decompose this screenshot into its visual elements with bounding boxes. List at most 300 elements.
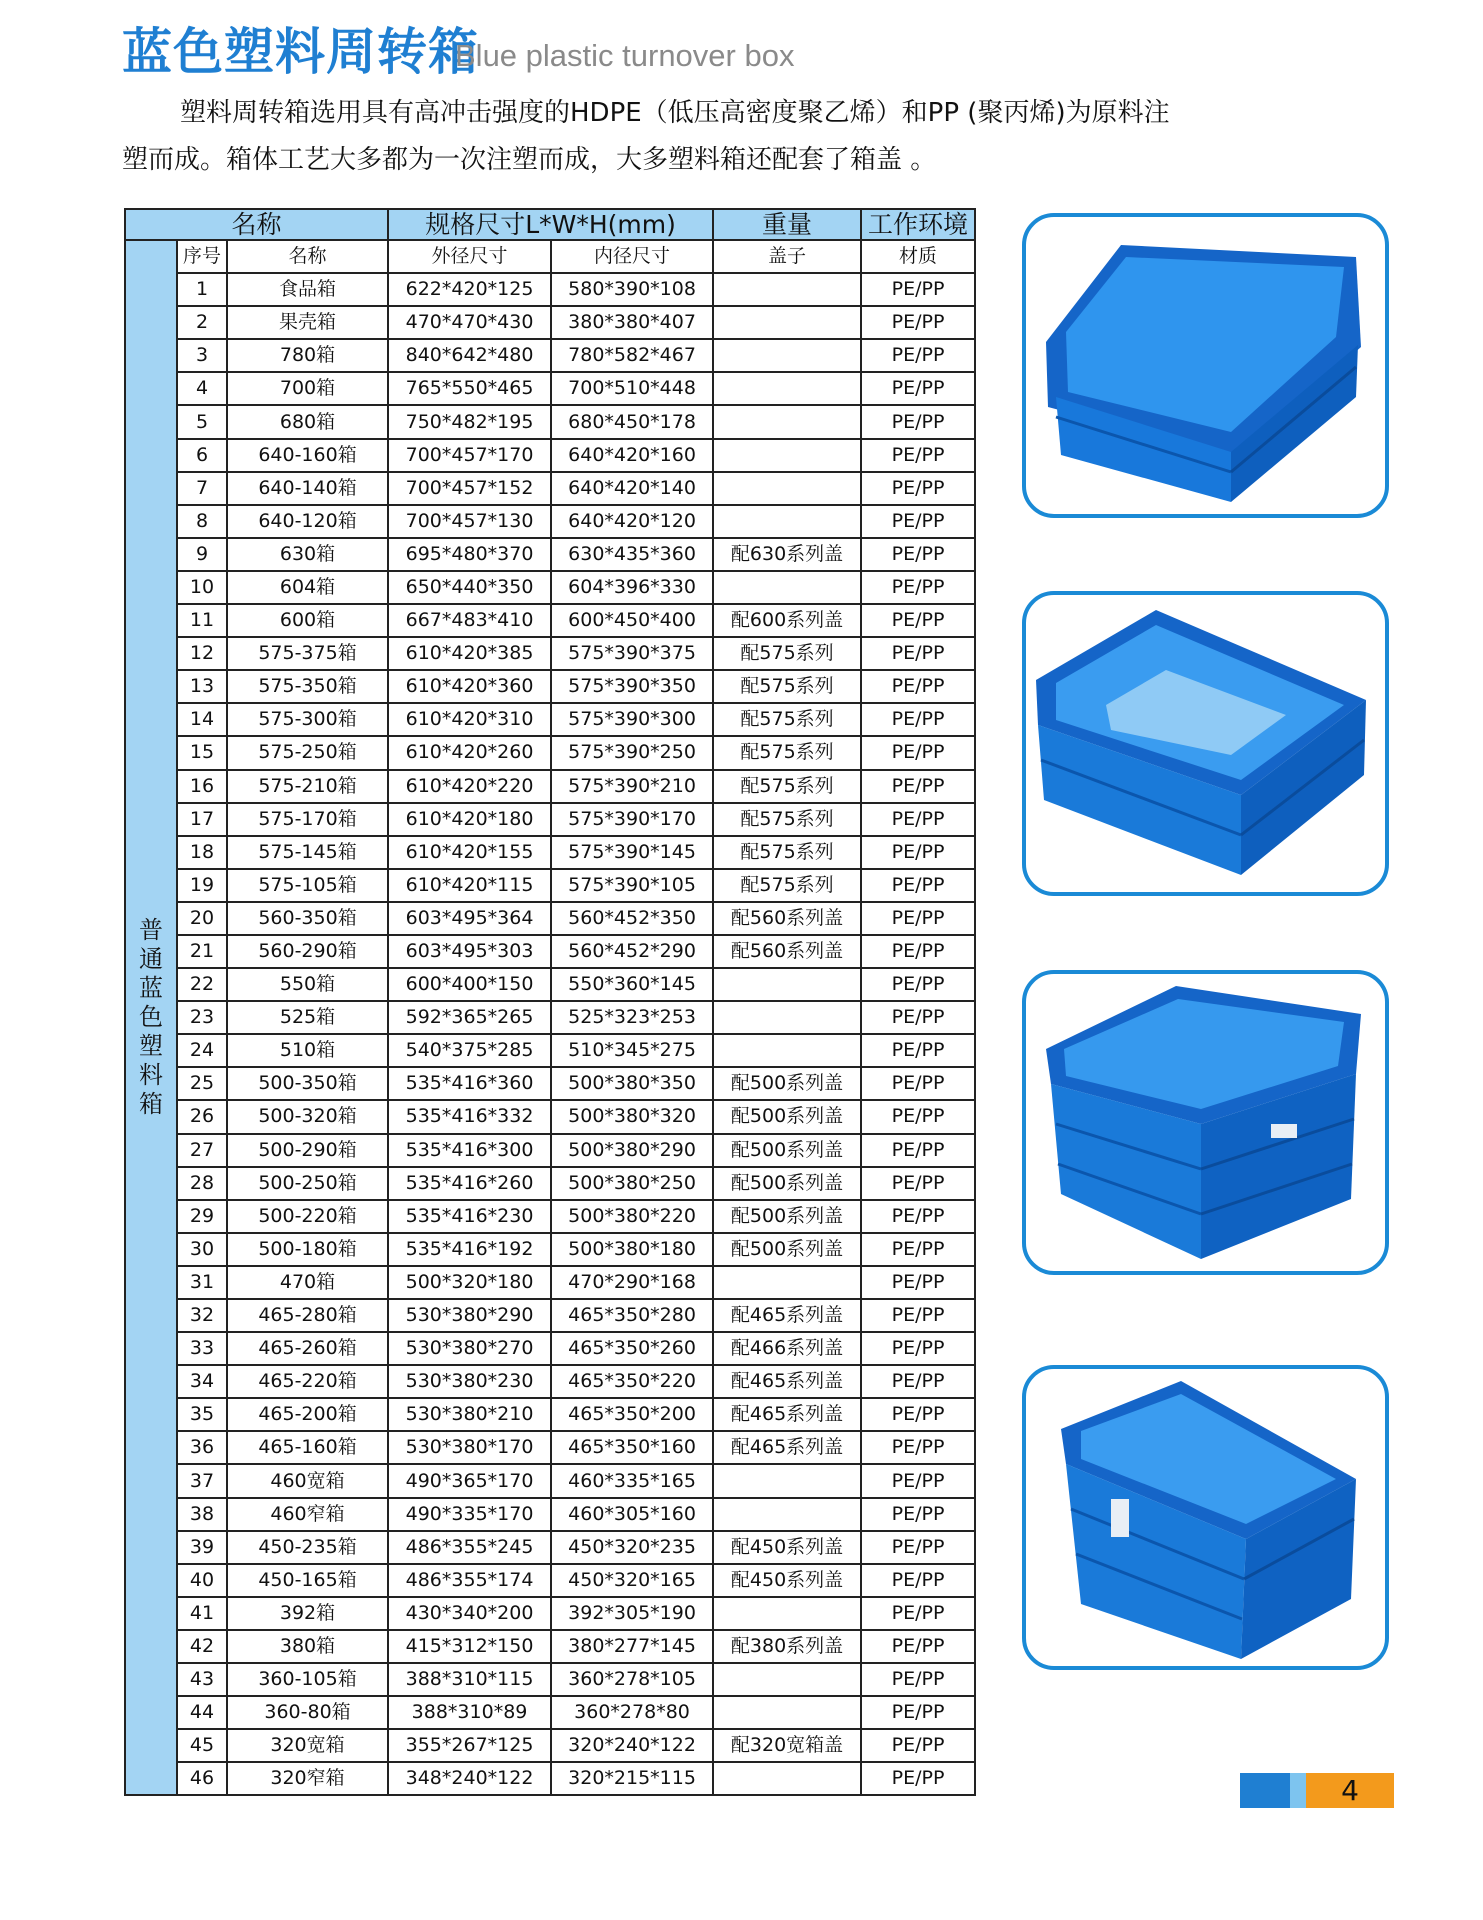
row-name: 360-105箱: [227, 1663, 388, 1696]
row-name: 604箱: [227, 571, 388, 604]
row-lid: [713, 1464, 861, 1497]
table-row: [125, 604, 975, 637]
spec-table: [124, 208, 976, 1796]
row-outer-size: 610*420*385: [388, 637, 551, 670]
row-index: 6: [177, 439, 227, 472]
table-header-row-2: [125, 240, 975, 273]
row-outer-size: 470*470*430: [388, 306, 551, 339]
row-outer-size: 530*380*290: [388, 1299, 551, 1332]
category-label-char: 料: [139, 1061, 163, 1090]
header-environment: 工作环境: [861, 209, 975, 240]
table-row: [125, 1663, 975, 1696]
row-lid: [713, 273, 861, 306]
row-name: 460宽箱: [227, 1464, 388, 1497]
row-material: PE/PP: [861, 273, 975, 306]
row-outer-size: 622*420*125: [388, 273, 551, 306]
row-name: 450-165箱: [227, 1564, 388, 1597]
row-name: 320宽箱: [227, 1729, 388, 1762]
category-label-char: 色: [139, 1003, 163, 1032]
row-index: 20: [177, 902, 227, 935]
row-outer-size: 535*416*230: [388, 1200, 551, 1233]
row-material: PE/PP: [861, 1729, 975, 1762]
row-lid: 配560系列盖: [713, 902, 861, 935]
row-name: 575-145箱: [227, 836, 388, 869]
row-outer-size: 603*495*303: [388, 935, 551, 968]
row-index: 27: [177, 1134, 227, 1167]
row-material: PE/PP: [861, 505, 975, 538]
row-material: PE/PP: [861, 538, 975, 571]
row-index: 40: [177, 1564, 227, 1597]
row-name: 470箱: [227, 1266, 388, 1299]
row-inner-size: 575*390*210: [551, 770, 713, 803]
row-name: 525箱: [227, 1001, 388, 1034]
row-index: 28: [177, 1167, 227, 1200]
table-row: [125, 1332, 975, 1365]
row-name: 575-170箱: [227, 803, 388, 836]
product-photo-2: [1022, 591, 1389, 896]
row-lid: [713, 1034, 861, 1067]
row-index: 8: [177, 505, 227, 538]
row-material: PE/PP: [861, 1365, 975, 1398]
row-index: 38: [177, 1498, 227, 1531]
page-title: 蓝色塑料周转箱: [122, 23, 479, 81]
row-index: 5: [177, 405, 227, 438]
row-name: 465-280箱: [227, 1299, 388, 1332]
row-inner-size: 465*350*260: [551, 1332, 713, 1365]
row-index: 22: [177, 968, 227, 1001]
row-lid: 配575系列: [713, 736, 861, 769]
table-row: [125, 439, 975, 472]
row-lid: 配500系列盖: [713, 1233, 861, 1266]
row-lid: 配500系列盖: [713, 1134, 861, 1167]
row-outer-size: 535*416*300: [388, 1134, 551, 1167]
row-material: PE/PP: [861, 935, 975, 968]
row-lid: 配450系列盖: [713, 1564, 861, 1597]
row-outer-size: 695*480*370: [388, 538, 551, 571]
row-lid: [713, 1663, 861, 1696]
row-material: PE/PP: [861, 1233, 975, 1266]
table-row: [125, 902, 975, 935]
row-inner-size: 320*215*115: [551, 1762, 713, 1795]
row-material: PE/PP: [861, 1696, 975, 1729]
table-row: [125, 1762, 975, 1795]
row-inner-size: 640*420*140: [551, 472, 713, 505]
row-material: PE/PP: [861, 1398, 975, 1431]
row-index: 35: [177, 1398, 227, 1431]
row-index: 10: [177, 571, 227, 604]
row-inner-size: 575*390*300: [551, 703, 713, 736]
table-row: [125, 703, 975, 736]
row-outer-size: 530*380*230: [388, 1365, 551, 1398]
row-index: 21: [177, 935, 227, 968]
table-row: [125, 1001, 975, 1034]
table-header-row-1: [125, 209, 975, 240]
row-lid: 配465系列盖: [713, 1365, 861, 1398]
row-name: 600箱: [227, 604, 388, 637]
row-lid: 配575系列: [713, 770, 861, 803]
table-row: [125, 1134, 975, 1167]
header-dimensions: 规格尺寸L*W*H(mm): [388, 209, 713, 240]
row-material: PE/PP: [861, 1531, 975, 1564]
row-material: PE/PP: [861, 1100, 975, 1133]
table-row: [125, 1431, 975, 1464]
subheader-outer-size: 外径尺寸: [388, 240, 551, 273]
row-outer-size: 348*240*122: [388, 1762, 551, 1795]
row-inner-size: 500*380*250: [551, 1167, 713, 1200]
row-material: PE/PP: [861, 736, 975, 769]
row-outer-size: 530*380*170: [388, 1431, 551, 1464]
row-inner-size: 575*390*375: [551, 637, 713, 670]
product-photo-3: [1022, 970, 1389, 1275]
subheader-material: 材质: [861, 240, 975, 273]
row-material: PE/PP: [861, 1597, 975, 1630]
row-material: PE/PP: [861, 1200, 975, 1233]
row-lid: 配466系列盖: [713, 1332, 861, 1365]
row-material: PE/PP: [861, 869, 975, 902]
row-name: 500-250箱: [227, 1167, 388, 1200]
row-outer-size: 500*320*180: [388, 1266, 551, 1299]
row-index: 14: [177, 703, 227, 736]
table-row: [125, 1200, 975, 1233]
row-name: 575-105箱: [227, 869, 388, 902]
row-name: 465-220箱: [227, 1365, 388, 1398]
row-outer-size: 430*340*200: [388, 1597, 551, 1630]
row-inner-size: 575*390*105: [551, 869, 713, 902]
blue-crate-image: [1026, 217, 1385, 514]
row-lid: [713, 306, 861, 339]
row-name: 510箱: [227, 1034, 388, 1067]
page-bar-blue: [1240, 1773, 1290, 1808]
row-lid: 配465系列盖: [713, 1299, 861, 1332]
table-row: [125, 1167, 975, 1200]
row-inner-size: 450*320*235: [551, 1531, 713, 1564]
row-inner-size: 550*360*145: [551, 968, 713, 1001]
row-name: 680箱: [227, 405, 388, 438]
row-index: 37: [177, 1464, 227, 1497]
category-label-char: 蓝: [139, 974, 163, 1003]
table-row: [125, 1729, 975, 1762]
row-index: 18: [177, 836, 227, 869]
row-name: 500-220箱: [227, 1200, 388, 1233]
row-inner-size: 460*305*160: [551, 1498, 713, 1531]
row-material: PE/PP: [861, 1134, 975, 1167]
table-row: [125, 273, 975, 306]
row-inner-size: 450*320*165: [551, 1564, 713, 1597]
row-material: PE/PP: [861, 472, 975, 505]
row-index: 33: [177, 1332, 227, 1365]
row-lid: 配575系列: [713, 803, 861, 836]
row-inner-size: 560*452*290: [551, 935, 713, 968]
row-index: 25: [177, 1067, 227, 1100]
row-index: 41: [177, 1597, 227, 1630]
row-inner-size: 392*305*190: [551, 1597, 713, 1630]
row-inner-size: 780*582*467: [551, 339, 713, 372]
table-row: [125, 1299, 975, 1332]
table-row: [125, 670, 975, 703]
row-inner-size: 465*350*160: [551, 1431, 713, 1464]
row-lid: [713, 1266, 861, 1299]
intro-line-1: 塑料周转箱选用具有高冲击强度的HDPE（低压高密度聚乙烯）和PP (聚丙烯)为原料注: [180, 98, 1170, 128]
row-index: 1: [177, 273, 227, 306]
row-lid: 配575系列: [713, 670, 861, 703]
row-inner-size: 640*420*120: [551, 505, 713, 538]
page-number: 4: [1306, 1773, 1394, 1808]
row-inner-size: 500*380*320: [551, 1100, 713, 1133]
row-lid: [713, 968, 861, 1001]
table-row: [125, 372, 975, 405]
row-outer-size: 486*355*174: [388, 1564, 551, 1597]
header-weight: 重量: [713, 209, 861, 240]
row-index: 32: [177, 1299, 227, 1332]
table-row: [125, 1100, 975, 1133]
row-name: 640-120箱: [227, 505, 388, 538]
row-material: PE/PP: [861, 836, 975, 869]
row-lid: 配560系列盖: [713, 935, 861, 968]
row-name: 465-200箱: [227, 1398, 388, 1431]
row-name: 460窄箱: [227, 1498, 388, 1531]
row-name: 560-290箱: [227, 935, 388, 968]
row-index: 30: [177, 1233, 227, 1266]
row-outer-size: 610*420*115: [388, 869, 551, 902]
row-inner-size: 500*380*290: [551, 1134, 713, 1167]
table-row: [125, 339, 975, 372]
table-row: [125, 1233, 975, 1266]
row-name: 575-250箱: [227, 736, 388, 769]
table-row: [125, 1034, 975, 1067]
row-material: PE/PP: [861, 1167, 975, 1200]
row-lid: [713, 571, 861, 604]
row-lid: [713, 1597, 861, 1630]
row-name: 700箱: [227, 372, 388, 405]
table-row: [125, 1365, 975, 1398]
row-material: PE/PP: [861, 1663, 975, 1696]
row-material: PE/PP: [861, 439, 975, 472]
table-row: [125, 1564, 975, 1597]
row-outer-size: 840*642*480: [388, 339, 551, 372]
row-inner-size: 465*350*220: [551, 1365, 713, 1398]
row-name: 500-290箱: [227, 1134, 388, 1167]
row-name: 392箱: [227, 1597, 388, 1630]
row-lid: [713, 1498, 861, 1531]
row-material: PE/PP: [861, 372, 975, 405]
subheader-inner-size: 内径尺寸: [551, 240, 713, 273]
row-lid: [713, 1001, 861, 1034]
row-name: 575-350箱: [227, 670, 388, 703]
row-outer-size: 490*365*170: [388, 1464, 551, 1497]
table-row: [125, 1266, 975, 1299]
row-outer-size: 610*420*360: [388, 670, 551, 703]
blue-crate-image: [1026, 595, 1385, 892]
blue-crate-image: [1026, 974, 1385, 1271]
row-outer-size: 603*495*364: [388, 902, 551, 935]
row-outer-size: 540*375*285: [388, 1034, 551, 1067]
row-material: PE/PP: [861, 968, 975, 1001]
row-outer-size: 530*380*210: [388, 1398, 551, 1431]
table-row: [125, 1630, 975, 1663]
row-lid: 配465系列盖: [713, 1398, 861, 1431]
row-index: 23: [177, 1001, 227, 1034]
row-outer-size: 667*483*410: [388, 604, 551, 637]
row-inner-size: 500*380*180: [551, 1233, 713, 1266]
row-lid: [713, 439, 861, 472]
row-name: 640-160箱: [227, 439, 388, 472]
row-outer-size: 490*335*170: [388, 1498, 551, 1531]
table-row: [125, 736, 975, 769]
row-index: 3: [177, 339, 227, 372]
row-outer-size: 750*482*195: [388, 405, 551, 438]
row-outer-size: 700*457*152: [388, 472, 551, 505]
row-name: 食品箱: [227, 273, 388, 306]
row-inner-size: 600*450*400: [551, 604, 713, 637]
row-outer-size: 600*400*150: [388, 968, 551, 1001]
row-name: 640-140箱: [227, 472, 388, 505]
row-inner-size: 604*396*330: [551, 571, 713, 604]
row-name: 450-235箱: [227, 1531, 388, 1564]
row-index: 12: [177, 637, 227, 670]
row-inner-size: 580*390*108: [551, 273, 713, 306]
row-material: PE/PP: [861, 1001, 975, 1034]
category-label-char: 普: [139, 916, 163, 945]
row-material: PE/PP: [861, 803, 975, 836]
row-material: PE/PP: [861, 1630, 975, 1663]
row-outer-size: 530*380*270: [388, 1332, 551, 1365]
row-material: PE/PP: [861, 1564, 975, 1597]
row-outer-size: 700*457*130: [388, 505, 551, 538]
table-row: [125, 1067, 975, 1100]
category-label-char: 塑: [139, 1032, 163, 1061]
row-outer-size: 535*416*260: [388, 1167, 551, 1200]
row-inner-size: 525*323*253: [551, 1001, 713, 1034]
row-material: PE/PP: [861, 604, 975, 637]
row-name: 320窄箱: [227, 1762, 388, 1795]
row-inner-size: 380*380*407: [551, 306, 713, 339]
row-inner-size: 575*390*250: [551, 736, 713, 769]
row-inner-size: 560*452*350: [551, 902, 713, 935]
row-outer-size: 650*440*350: [388, 571, 551, 604]
row-material: PE/PP: [861, 637, 975, 670]
table-row: [125, 637, 975, 670]
row-name: 575-300箱: [227, 703, 388, 736]
row-index: 9: [177, 538, 227, 571]
row-inner-size: 680*450*178: [551, 405, 713, 438]
row-index: 4: [177, 372, 227, 405]
row-outer-size: 486*355*245: [388, 1531, 551, 1564]
row-lid: 配500系列盖: [713, 1200, 861, 1233]
row-name: 575-210箱: [227, 770, 388, 803]
subheader-name: 名称: [227, 240, 388, 273]
product-photo-4: [1022, 1365, 1389, 1670]
row-material: PE/PP: [861, 339, 975, 372]
row-index: 7: [177, 472, 227, 505]
row-name: 360-80箱: [227, 1696, 388, 1729]
row-inner-size: 630*435*360: [551, 538, 713, 571]
row-index: 29: [177, 1200, 227, 1233]
row-material: PE/PP: [861, 1034, 975, 1067]
row-material: PE/PP: [861, 571, 975, 604]
row-material: PE/PP: [861, 1498, 975, 1531]
row-lid: 配500系列盖: [713, 1100, 861, 1133]
row-material: PE/PP: [861, 1332, 975, 1365]
table-row: [125, 571, 975, 604]
table-row: [125, 770, 975, 803]
row-outer-size: 592*365*265: [388, 1001, 551, 1034]
row-index: 43: [177, 1663, 227, 1696]
page-bar-lightblue: [1290, 1773, 1306, 1808]
table-row: [125, 306, 975, 339]
row-lid: [713, 339, 861, 372]
row-lid: 配575系列: [713, 703, 861, 736]
row-outer-size: 610*420*155: [388, 836, 551, 869]
row-index: 42: [177, 1630, 227, 1663]
row-inner-size: 500*380*220: [551, 1200, 713, 1233]
row-lid: 配500系列盖: [713, 1167, 861, 1200]
row-outer-size: 610*420*310: [388, 703, 551, 736]
row-index: 15: [177, 736, 227, 769]
row-index: 11: [177, 604, 227, 637]
row-lid: [713, 505, 861, 538]
row-material: PE/PP: [861, 1299, 975, 1332]
row-inner-size: 700*510*448: [551, 372, 713, 405]
row-index: 44: [177, 1696, 227, 1729]
table-row: [125, 1597, 975, 1630]
category-label: [125, 240, 177, 1795]
row-index: 45: [177, 1729, 227, 1762]
subheader-lid: 盖子: [713, 240, 861, 273]
row-name: 560-350箱: [227, 902, 388, 935]
row-name: 630箱: [227, 538, 388, 571]
row-material: PE/PP: [861, 1266, 975, 1299]
row-index: 31: [177, 1266, 227, 1299]
table-row: [125, 505, 975, 538]
table-row: [125, 968, 975, 1001]
row-inner-size: 465*350*280: [551, 1299, 713, 1332]
blue-crate-image: [1026, 1369, 1385, 1666]
row-name: 550箱: [227, 968, 388, 1001]
row-index: 24: [177, 1034, 227, 1067]
row-inner-size: 460*335*165: [551, 1464, 713, 1497]
row-outer-size: 535*416*360: [388, 1067, 551, 1100]
row-inner-size: 575*390*145: [551, 836, 713, 869]
row-outer-size: 388*310*115: [388, 1663, 551, 1696]
row-index: 19: [177, 869, 227, 902]
row-lid: 配450系列盖: [713, 1531, 861, 1564]
row-name: 380箱: [227, 1630, 388, 1663]
row-lid: [713, 372, 861, 405]
table-row: [125, 803, 975, 836]
row-outer-size: 610*420*220: [388, 770, 551, 803]
row-name: 500-350箱: [227, 1067, 388, 1100]
row-outer-size: 765*550*465: [388, 372, 551, 405]
row-index: 46: [177, 1762, 227, 1795]
row-index: 2: [177, 306, 227, 339]
row-outer-size: 388*310*89: [388, 1696, 551, 1729]
row-lid: [713, 1696, 861, 1729]
intro-line-2: 塑而成。箱体工艺大多都为一次注塑而成，大多塑料箱还配套了箱盖 。: [122, 145, 937, 175]
row-material: PE/PP: [861, 1762, 975, 1795]
row-material: PE/PP: [861, 1464, 975, 1497]
row-name: 575-375箱: [227, 637, 388, 670]
table-row: [125, 869, 975, 902]
row-inner-size: 320*240*122: [551, 1729, 713, 1762]
row-inner-size: 575*390*170: [551, 803, 713, 836]
row-lid: 配465系列盖: [713, 1431, 861, 1464]
row-material: PE/PP: [861, 770, 975, 803]
row-inner-size: 360*278*105: [551, 1663, 713, 1696]
intro-paragraph: [122, 90, 1302, 184]
row-outer-size: 610*420*180: [388, 803, 551, 836]
row-index: 13: [177, 670, 227, 703]
row-index: 26: [177, 1100, 227, 1133]
